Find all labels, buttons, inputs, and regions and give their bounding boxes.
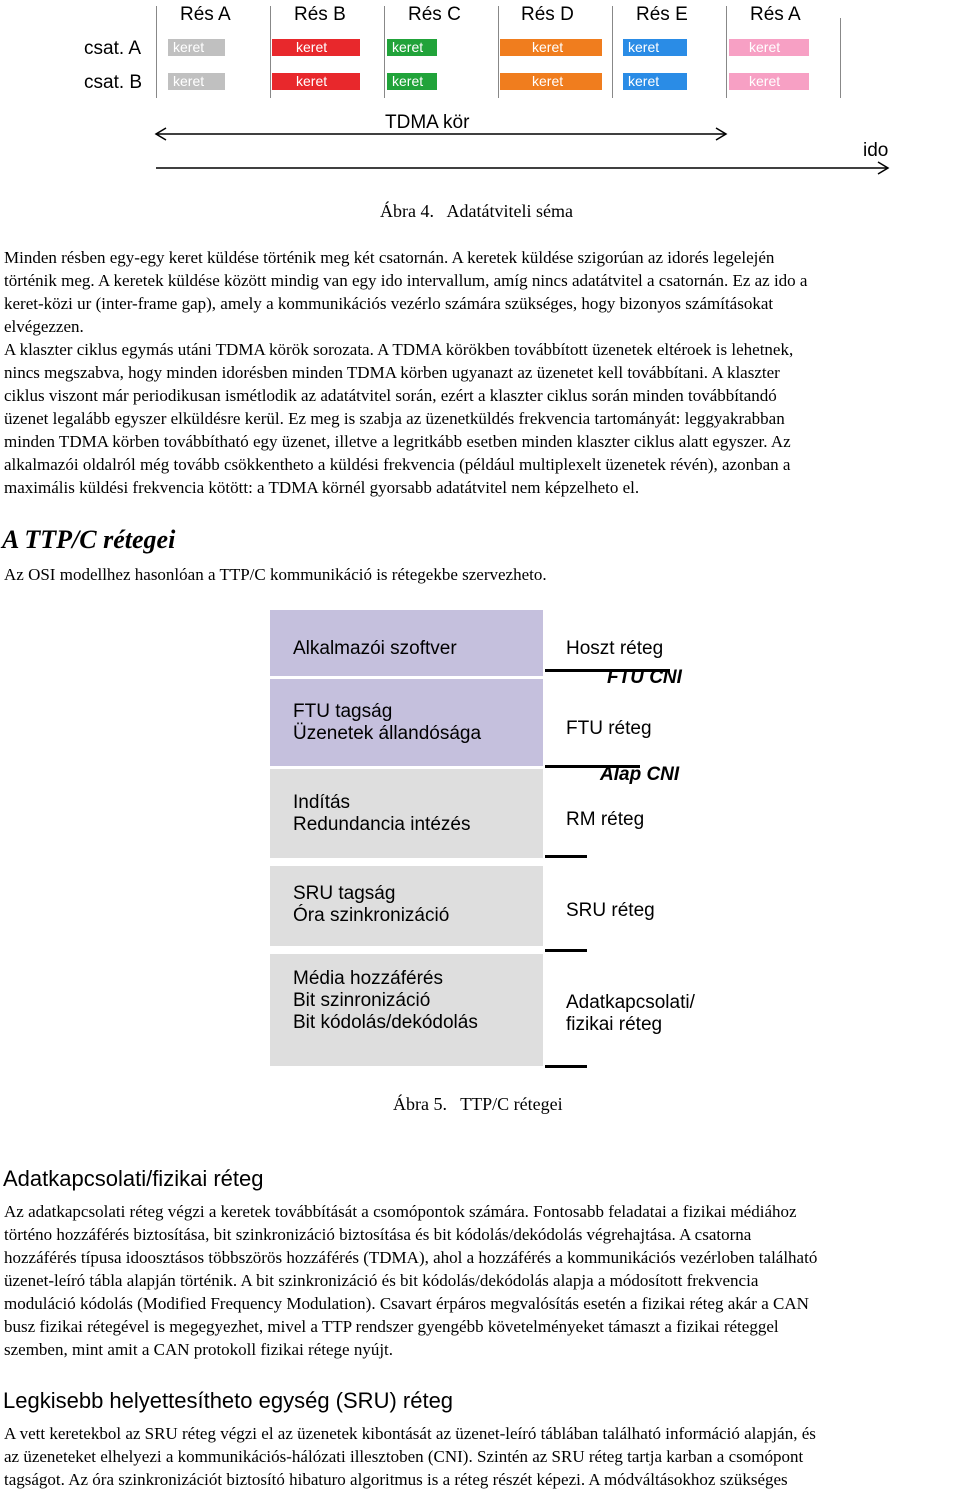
channel-a-label: csat. A <box>84 38 142 59</box>
text-line: keret-közi ur (inter-frame gap), amely a kommunikációs vezérlo számára szükséges, hogy bizonyos számításokat <box>4 294 774 313</box>
text-line: SRU tagság <box>293 883 396 904</box>
figure4-caption: Ábra 4. Adatátviteli séma <box>380 201 573 221</box>
text-line: maximális küldési frekvencia kötött: a TDMA körnél gyorsabb adatátvitel nem képzelheto el. <box>4 478 640 497</box>
band-separator <box>270 946 543 954</box>
tdma-round-label: TDMA kör <box>385 112 470 133</box>
host-layer-label: Hoszt réteg <box>566 638 664 659</box>
layer-rm-functions <box>293 792 470 836</box>
sru-layer-label: SRU réteg <box>566 900 655 921</box>
text-line: minden TDMA körben továbbítható egy üzenet, illetve a legritkább esetben minden klaszter ciklus alatt egyszer. Az <box>4 432 791 451</box>
band-separator <box>270 676 543 679</box>
frame-b-slot-d: keret <box>500 73 602 90</box>
text-line: Média hozzáférés <box>293 968 443 989</box>
frame-b-slot-e: keret <box>623 73 687 90</box>
text-line: az üzeneteket elhelyezi a kommunikációs-hálózati illesztoben (CNI). Szintén az SRU réteg tartja karban a csomópont <box>4 1447 804 1466</box>
text-line: Indítás <box>293 792 351 813</box>
interface-line-rm-sru <box>545 855 587 858</box>
band-separator <box>270 858 543 866</box>
text-line: szemben, mint amit a CAN protokoll fizikai rétege nyújt. <box>4 1340 394 1359</box>
text-line: történo hozzáférés biztosítása, bit szinkronizáció biztosítása és bit kódolás/dekódolás végrehajtása. A csatorna <box>4 1225 752 1244</box>
interface-line-bottom <box>545 1065 587 1068</box>
alap-cni-label: Alap CNI <box>600 764 680 785</box>
text-line: Óra szinkronizáció <box>293 905 450 926</box>
text-line: Bit kódolás/dekódolás <box>293 1012 478 1033</box>
paragraph-frames <box>4 246 958 338</box>
text-line: busz fizikai rétegével is megegyezhet, mivel a TTP rendszer gyengébb követelményeket támaszt a fizikai réteggel <box>4 1317 779 1336</box>
slot-header-c: Rés C <box>408 4 461 25</box>
heading-datalink: Adatkapcsolati/fizikai réteg <box>3 1166 264 1191</box>
text-line: FTU tagság <box>293 701 393 722</box>
tdma-figure <box>0 0 960 200</box>
text-line: történik meg. A keretek küldése között mindig van egy ido intervallum, amíg nincs adatátvitel a csatornán. Ez az ido a <box>4 271 808 290</box>
frame-a-slot-b: keret <box>272 39 360 56</box>
layer-host-functions <box>293 638 457 660</box>
text-line: Az adatkapcsolati réteg végzi a keretek továbbítását a csomópontok számára. Fontosabb feladatai a fizikai médiához <box>4 1202 797 1221</box>
text-line: Az OSI modellhez hasonlóan a TTP/C kommunikáció is rétegekbe szervezheto. <box>4 565 547 584</box>
frame-b-slot-a2: keret <box>729 73 809 90</box>
ftu-cni-label: FTU CNI <box>607 667 682 688</box>
slot-header-a: Rés A <box>180 4 231 25</box>
tdma-arrows <box>0 0 960 200</box>
text-line: Üzenetek állandósága <box>293 723 482 744</box>
text-line: hozzáférés típusa idoosztásos többszörös hozzáférés (TDMA), ahol a hozzáférés a kommunikációs vezérloben található <box>4 1248 818 1267</box>
ftu-layer-label: FTU réteg <box>566 718 652 739</box>
heading-sru: Legkisebb helyettesítheto egység (SRU) réteg <box>3 1388 454 1413</box>
frame-b-slot-a: keret <box>168 73 225 90</box>
paragraph-cluster-cycle <box>4 338 958 499</box>
frame-a-slot-d: keret <box>500 39 602 56</box>
layer-sru-functions <box>293 883 449 927</box>
datalink-layer-label <box>566 992 695 1036</box>
text-line: Adatkapcsolati/ <box>566 992 695 1013</box>
text-line: Alkalmazói szoftver <box>293 638 457 659</box>
paragraph-datalink <box>4 1200 958 1361</box>
ttpc-layers-figure <box>270 610 700 1070</box>
band-separator <box>270 766 543 769</box>
layer-ftu-functions <box>293 701 481 745</box>
text-line: Bit szinronizáció <box>293 990 431 1011</box>
paragraph-ttpc-intro <box>4 563 958 586</box>
frame-b-slot-b: keret <box>272 73 360 90</box>
text-line: tagságot. Az óra szinkronizációt biztosító hibaturo algoritmus is a réteg részét képezi. A módváltásokhoz szükséges <box>4 1470 788 1489</box>
frame-a-slot-e: keret <box>623 39 687 56</box>
frame-a-slot-a: keret <box>168 39 225 56</box>
slot-header-b: Rés B <box>294 4 346 25</box>
text-line: alkalmazói oldalról még tovább csökkentheto a küldési frekvencia (például multiplexelt üzenetek révén), azonban a <box>4 455 791 474</box>
frame-b-slot-c: keret <box>387 73 437 90</box>
rm-layer-label: RM réteg <box>566 809 645 830</box>
text-line: üzenet legalább egyszer elküldésre kerül. Ez meg is szabja az üzenetküldés frekvencia tartományát: leggyakrabban <box>4 409 785 428</box>
text-line: A klaszter ciklus egymás utáni TDMA körök sorozata. A TDMA körökben továbbított üzenetek eltéroek is lehetnek, <box>4 340 794 359</box>
slot-header-d: Rés D <box>521 4 574 25</box>
interface-line-sru-datalink <box>545 949 587 952</box>
text-line: A vett keretekbol az SRU réteg végzi el az üzenetek kibontását az üzenet-leíró táblában található információ alapján, és <box>4 1424 816 1443</box>
text-line: fizikai réteg <box>566 1014 663 1035</box>
channel-b-label: csat. B <box>84 72 143 93</box>
text-line: moduláció kódolás (Modified Frequency Modulation). Csavart érpáros megvalósítás esetén a fizikai réteg akár a CAN <box>4 1294 809 1313</box>
time-label: ido <box>863 140 889 161</box>
text-line: elvégezzen. <box>4 317 84 336</box>
frame-a-slot-a2: keret <box>729 39 809 56</box>
layer-datalink-functions <box>293 968 478 1034</box>
slot-header-e: Rés E <box>636 4 688 25</box>
text-line: nincs megszabva, hogy minden idorésben minden TDMA körben ugyanazt az üzenetet kell továbbítani. A klaszter <box>4 363 780 382</box>
paragraph-sru <box>4 1422 958 1491</box>
figure5-caption: Ábra 5. TTP/C rétegei <box>393 1094 563 1114</box>
heading-ttpc-layers: A TTP/C rétegei <box>2 525 176 554</box>
slot-header-a2: Rés A <box>750 4 801 25</box>
text-line: ciklus viszont már periodikusan ismétlodik az adatátvitel során, ezért a klaszter ciklus során minden továbbítandó <box>4 386 777 405</box>
text-line: üzenet-leíró tábla alapján történik. A bit szinkronizáció és bit kódolás/dekódolás alapja a módosított frekvencia <box>4 1271 759 1290</box>
text-line: Minden résben egy-egy keret küldése történik meg két csatornán. A keretek küldése szigorúan az idorés legelején <box>4 248 775 267</box>
text-line: Redundancia intézés <box>293 814 471 835</box>
frame-a-slot-c: keret <box>387 39 437 56</box>
